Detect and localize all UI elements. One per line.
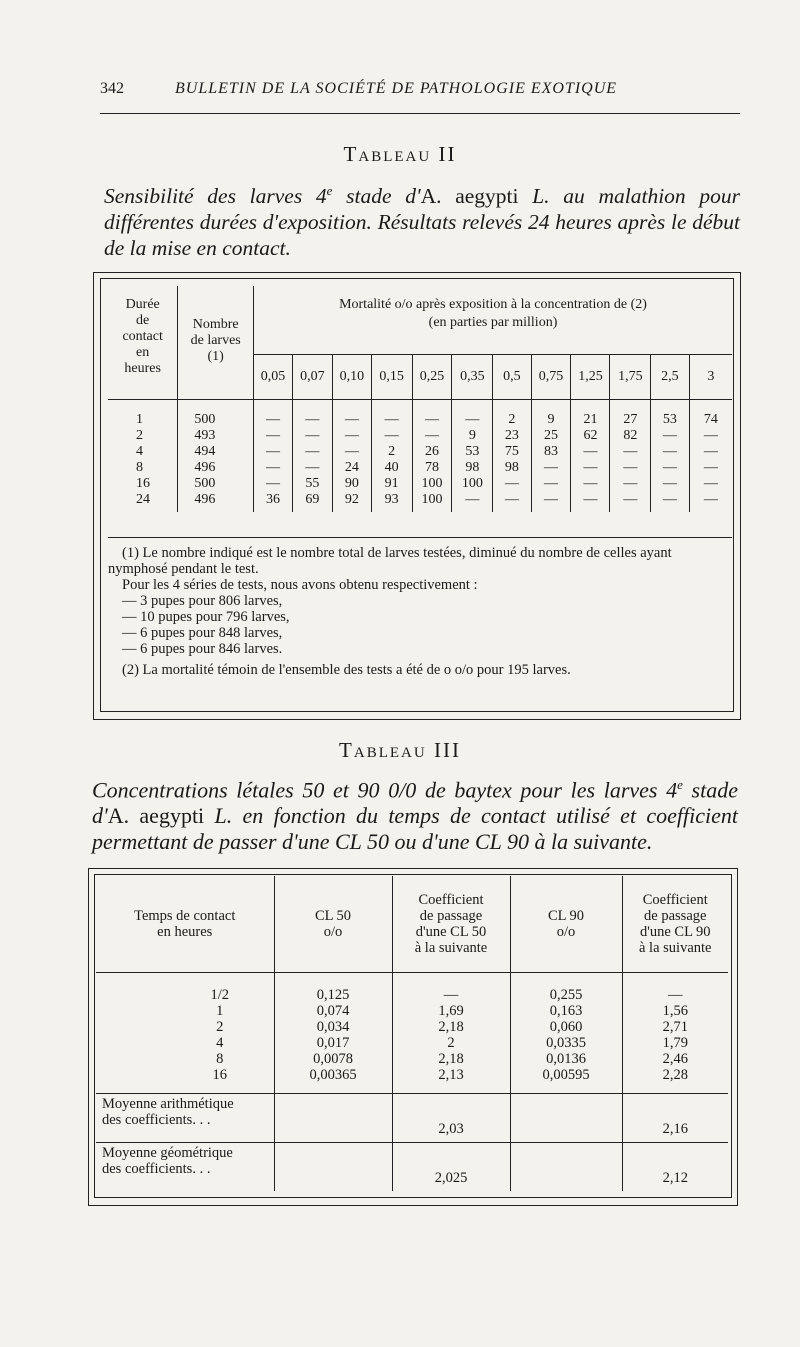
- coef50-values: [393, 987, 510, 1083]
- header-text: de larves: [190, 333, 241, 348]
- table3-caption: Concentrations létales 50 et 90 0/0 de baytex pour les larves 4e stade d'A. aegypti L. en fonction du temps de contact utilisé et coefficient permettant de passer d'une CL 50 ou d'une CL 90 à la suivante.: [92, 777, 738, 855]
- header-text: (1): [207, 349, 224, 364]
- table-cell: —: [465, 492, 480, 507]
- mortality-column: [452, 400, 493, 513]
- header-text: Nombre: [192, 317, 239, 332]
- table-cell: 4: [216, 1035, 224, 1051]
- table-cell: 100: [461, 476, 483, 491]
- header-text: Coefficient: [642, 892, 708, 908]
- header-text: CL 50: [314, 908, 352, 924]
- concentration-header: 2,5: [651, 355, 689, 400]
- table-cell: 40: [384, 460, 399, 475]
- table-cell: —: [424, 412, 439, 427]
- table-cell: —: [266, 444, 281, 459]
- table-cell: 0,00595: [542, 1067, 590, 1083]
- table-cell: 16: [136, 476, 150, 491]
- concentration-header: 0,10: [332, 355, 371, 400]
- table-cell: 55: [305, 476, 320, 491]
- mortality-column: [412, 400, 452, 513]
- time-values: [166, 987, 274, 1083]
- table-cell: —: [305, 444, 320, 459]
- table-cell: 26: [424, 444, 439, 459]
- table-cell: —: [544, 460, 559, 475]
- table-cell: 78: [424, 460, 439, 475]
- table2-title: Tableau II: [343, 142, 457, 166]
- table-cell: 24: [344, 460, 359, 475]
- note-item: — 6 pupes pour 846 larves.: [122, 641, 283, 657]
- table-cell: —: [583, 492, 598, 507]
- mortality-column: [493, 400, 531, 513]
- table-cell: —: [703, 444, 718, 459]
- header-text: Temps de contact: [134, 908, 236, 924]
- table-cell: 0,017: [316, 1035, 350, 1051]
- header-text: Coefficient: [418, 892, 484, 908]
- table-cell: —: [662, 476, 677, 491]
- table-cell: —: [623, 492, 638, 507]
- table-cell: —: [703, 492, 718, 507]
- mortality-column: [292, 400, 332, 513]
- table-cell: —: [465, 412, 480, 427]
- note-item: — 10 pupes pour 796 larves,: [122, 609, 290, 625]
- mortality-column: [531, 400, 571, 513]
- table-cell: 53: [662, 412, 677, 427]
- concentration-header: 1,75: [610, 355, 651, 400]
- table-cell: —: [544, 492, 559, 507]
- table-cell: 2: [216, 1019, 224, 1035]
- table-cell: 2: [388, 444, 396, 459]
- table-cell: 100: [421, 476, 443, 491]
- table-cell: 0,125: [316, 987, 350, 1003]
- table-cell: —: [344, 444, 359, 459]
- header-text: d'une CL 90: [639, 924, 711, 940]
- table-cell: 27: [623, 412, 638, 427]
- header-text: à la suivante: [639, 940, 712, 956]
- row-label: des coefficients. . .: [102, 1112, 211, 1128]
- arith-mean-row: [96, 1094, 728, 1143]
- table-cell: 494: [194, 444, 216, 459]
- note-2: (2) La mortalité témoin de l'ensemble des tests a été de o o/o pour 195 larves.: [122, 662, 571, 678]
- header-rule: [100, 113, 740, 114]
- header-text: Durée: [125, 297, 160, 312]
- table-cell: 8: [216, 1051, 224, 1067]
- table-cell: 25: [544, 428, 559, 443]
- cl90-values: [511, 987, 622, 1083]
- duration-values: [108, 400, 178, 513]
- header-text: o/o: [323, 924, 343, 940]
- table-cell: 0,074: [316, 1003, 350, 1019]
- header-text: heures: [124, 361, 161, 376]
- table-cell: 24: [136, 492, 150, 507]
- geom-coef50: 2,025: [392, 1143, 510, 1192]
- col-header-larvae: [178, 286, 254, 400]
- table-cell: —: [544, 476, 559, 491]
- table-cell: 1/2: [210, 987, 230, 1003]
- header-text: contact: [122, 329, 163, 344]
- table-cell: —: [583, 460, 598, 475]
- table-cell: 2,46: [662, 1051, 688, 1067]
- table-cell: 1,79: [662, 1035, 688, 1051]
- mortality-column: [254, 400, 293, 513]
- table-cell: 100: [421, 492, 443, 507]
- table-cell: 23: [504, 428, 519, 443]
- table-cell: —: [305, 428, 320, 443]
- table-cell: —: [424, 428, 439, 443]
- table-cell: —: [504, 476, 519, 491]
- table3-title: Tableau III: [339, 738, 461, 762]
- table-cell: —: [662, 460, 677, 475]
- table-cell: 1,69: [438, 1003, 464, 1019]
- geom-coef90: 2,12: [622, 1143, 728, 1192]
- table2-notes: [108, 545, 732, 678]
- concentration-header: 0,75: [531, 355, 571, 400]
- table-cell: 1: [136, 412, 143, 427]
- table-cell: —: [623, 460, 638, 475]
- header-text: d'une CL 50: [415, 924, 487, 940]
- concentration-header: 0,05: [254, 355, 293, 400]
- table-cell: 82: [623, 428, 638, 443]
- note-1: (1) Le nombre indiqué est le nombre total de larves testées, diminué du nombre de celles ayant nymphosé pendant le test.: [108, 545, 672, 577]
- table-cell: —: [583, 444, 598, 459]
- table-cell: 500: [194, 412, 216, 427]
- header-text: de: [136, 313, 150, 328]
- mortality-column: [651, 400, 689, 513]
- table2-caption: Sensibilité des larves 4e stade d'A. aegypti L. au malathion pour différentes durées d'exposition. Résultats relevés 24 heures après le début de la mise en contact.: [104, 183, 740, 261]
- table-cell: 98: [465, 460, 480, 475]
- note-item: — 3 pupes pour 806 larves,: [122, 593, 283, 609]
- table-cell: 2,28: [662, 1067, 688, 1083]
- table2: [108, 286, 732, 512]
- table-cell: 2,18: [438, 1051, 464, 1067]
- concentration-header: 0,07: [292, 355, 332, 400]
- table-cell: 493: [194, 428, 216, 443]
- journal-title: BULLETIN DE LA SOCIÉTÉ DE PATHOLOGIE EXOTIQUE: [175, 80, 618, 97]
- mortality-column: [610, 400, 651, 513]
- table-cell: 2: [447, 1035, 455, 1051]
- table-cell: 1: [216, 1003, 224, 1019]
- mortality-column: [571, 400, 610, 513]
- concentration-header: 0,15: [371, 355, 412, 400]
- table-cell: —: [662, 428, 677, 443]
- table-cell: 36: [266, 492, 281, 507]
- table-cell: 74: [703, 412, 718, 427]
- table-cell: —: [266, 476, 281, 491]
- header-text: de passage: [644, 908, 707, 924]
- table-cell: —: [703, 460, 718, 475]
- col-header-cl50: [274, 876, 392, 973]
- mortality-column: [332, 400, 371, 513]
- table-cell: 2,13: [438, 1067, 464, 1083]
- notes-rule: [108, 537, 732, 538]
- table-cell: 500: [194, 476, 216, 491]
- table-cell: 0,00365: [309, 1067, 357, 1083]
- table-cell: —: [344, 428, 359, 443]
- header-text: de passage: [419, 908, 483, 924]
- table-cell: 4: [136, 444, 143, 459]
- table-cell: —: [623, 444, 638, 459]
- mortality-column: [371, 400, 412, 513]
- table-cell: 0,255: [549, 987, 583, 1003]
- table-cell: 16: [212, 1067, 227, 1083]
- table-cell: 9: [547, 412, 555, 427]
- mortality-column: [689, 400, 732, 513]
- table-cell: —: [623, 476, 638, 491]
- table-cell: 2,18: [438, 1019, 464, 1035]
- table-cell: —: [266, 460, 281, 475]
- table-cell: —: [662, 444, 677, 459]
- table-cell: 0,0078: [313, 1051, 353, 1067]
- table-cell: —: [583, 476, 598, 491]
- table-cell: 90: [344, 476, 359, 491]
- table-cell: 0,0335: [546, 1035, 586, 1051]
- table-cell: 2,71: [662, 1019, 688, 1035]
- col-header-coef50: [392, 876, 510, 973]
- table-cell: 98: [504, 460, 519, 475]
- table-cell: —: [266, 412, 281, 427]
- table-cell: 9: [468, 428, 476, 443]
- table-cell: 1,56: [662, 1003, 688, 1019]
- table-cell: 91: [384, 476, 399, 491]
- table-cell: —: [668, 987, 683, 1003]
- concentration-header: 0,25: [412, 355, 452, 400]
- cl50-values: [275, 987, 392, 1083]
- row-label: des coefficients. . .: [102, 1161, 211, 1177]
- table-cell: —: [504, 492, 519, 507]
- header-text: en: [136, 345, 150, 360]
- row-label: Moyenne géométrique: [102, 1145, 233, 1161]
- header-text: o/o: [556, 924, 576, 940]
- table2-data: [108, 400, 732, 513]
- table-cell: 0,163: [549, 1003, 583, 1019]
- row-label: Moyenne arithmétique: [102, 1096, 234, 1112]
- table-cell: 92: [344, 492, 359, 507]
- table-cell: —: [344, 412, 359, 427]
- table-cell: —: [305, 460, 320, 475]
- table-cell: 496: [194, 492, 216, 507]
- table-cell: 0,034: [316, 1019, 350, 1035]
- table-cell: 2: [136, 428, 143, 443]
- table-cell: —: [443, 987, 459, 1003]
- geom-mean-row: [96, 1143, 728, 1192]
- table-cell: 0,0136: [546, 1051, 586, 1067]
- concentration-header: 1,25: [571, 355, 610, 400]
- col-header-time: [96, 876, 274, 973]
- concentration-header: 0,35: [452, 355, 493, 400]
- table-cell: —: [703, 476, 718, 491]
- group-header-mortality: Mortalité o/o après exposition à la concentration de (2) (en parties par million): [254, 286, 732, 355]
- col-header-cl90: [510, 876, 622, 973]
- table-cell: 83: [544, 444, 559, 459]
- table-cell: —: [384, 412, 399, 427]
- table-cell: —: [662, 492, 677, 507]
- table-cell: —: [305, 412, 320, 427]
- table-cell: 75: [504, 444, 519, 459]
- header-text: CL 90: [547, 908, 585, 924]
- arith-coef90: 2,16: [622, 1094, 728, 1143]
- table-cell: 8: [136, 460, 143, 475]
- header-text: en heures: [157, 924, 213, 940]
- table-cell: 496: [194, 460, 216, 475]
- note-item: — 6 pupes pour 848 larves,: [122, 625, 283, 641]
- note-1b: Pour les 4 séries de tests, nous avons obtenu respectivement :: [122, 577, 478, 593]
- header-text: à la suivante: [414, 940, 488, 956]
- table-cell: 0,060: [549, 1019, 583, 1035]
- table-cell: 93: [384, 492, 399, 507]
- table-cell: 2: [508, 412, 516, 427]
- table-cell: 69: [305, 492, 320, 507]
- coef90-values: [623, 987, 729, 1083]
- page-number: 342: [100, 80, 124, 97]
- concentration-header: 0,5: [493, 355, 531, 400]
- arith-coef50: 2,03: [392, 1094, 510, 1143]
- table-cell: 53: [465, 444, 480, 459]
- table-cell: —: [703, 428, 718, 443]
- table-cell: —: [384, 428, 399, 443]
- table3: [96, 876, 728, 1191]
- concentration-header: 3: [689, 355, 732, 400]
- table3-data: [96, 973, 728, 1094]
- col-header-duration: [108, 286, 178, 400]
- table-cell: 21: [583, 412, 598, 427]
- table-cell: 62: [583, 428, 598, 443]
- larvae-values: [178, 400, 254, 513]
- table-cell: —: [266, 428, 281, 443]
- running-head: [100, 80, 740, 104]
- col-header-coef90: [622, 876, 728, 973]
